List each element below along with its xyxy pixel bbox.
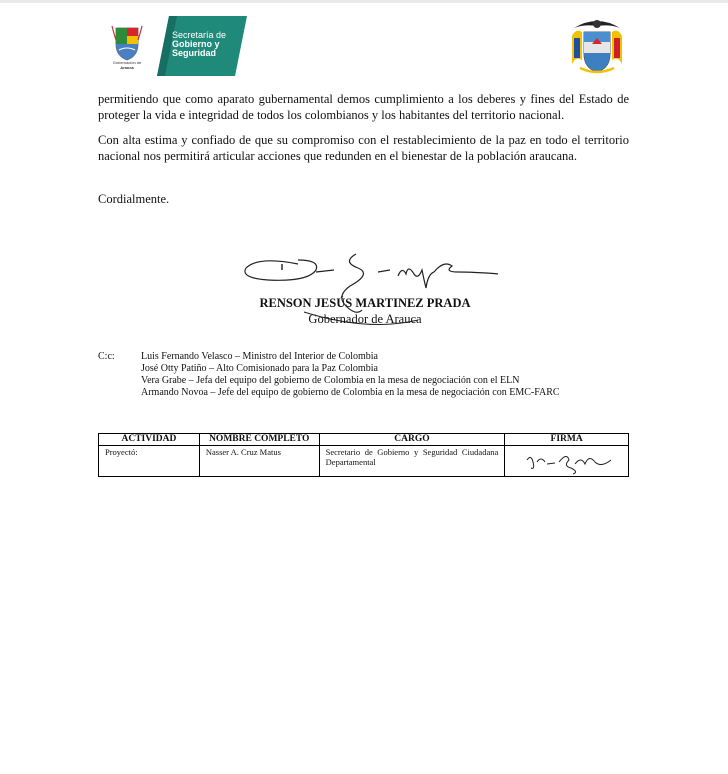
cell-nombre: Nasser A. Cruz Matus	[199, 446, 319, 477]
cc-recipient: Luis Fernando Velasco – Ministro del Interior de Colombia	[141, 351, 378, 362]
secretaria-line1: Secretaría de	[172, 30, 227, 40]
letter-closing: Cordialmente.	[98, 192, 170, 206]
review-table	[98, 433, 629, 477]
secretaria-line3: Seguridad	[172, 48, 217, 58]
header-actividad: ACTIVIDAD	[99, 434, 200, 446]
cc-recipient: Armando Novoa – Jefe del equipo de gobierno de Colombia en la mesa de negociación con EMC-FARC	[141, 387, 560, 398]
letterhead	[0, 0, 728, 90]
crest-caption-line2: Arauca	[120, 65, 134, 70]
cc-label: C:c:	[98, 351, 115, 362]
header-nombre-completo: NOMBRE COMPLETO	[199, 434, 319, 446]
table-row	[99, 446, 629, 477]
secretaria-line2: Gobierno y	[172, 39, 220, 49]
letter-paragraph-2: Con alta estima y confiado de que su compromiso con el restablecimiento de la paz en todo el territorio nacional nos permitirá articular acciones que redunden en el bienestar de la población araucana.	[98, 133, 629, 163]
cell-cargo: Secretario de Gobierno y Seguridad Ciudadana Departamental	[319, 446, 505, 477]
arauca-crest-logo	[110, 24, 144, 74]
review-table-header-row	[99, 434, 629, 446]
colombia-coat-of-arms-icon	[570, 14, 624, 76]
arauca-crest-caption	[106, 60, 148, 70]
reviewer-signature	[523, 446, 613, 476]
cc-recipient: José Otty Patiño – Alto Comisionado para la Paz Colombia	[141, 363, 378, 374]
crest-caption-line1: Gobernación de	[112, 60, 142, 65]
signer-name: RENSON JESÚS MARTINEZ PRADA	[259, 296, 471, 310]
header-cargo: CARGO	[319, 434, 505, 446]
cc-recipient: Vera Grabe – Jefa del equipo del gobierno de Colombia en la mesa de negociación con el ELN	[141, 375, 520, 386]
cell-actividad: Proyectó:	[99, 446, 200, 477]
signer-role: Gobernador de Arauca	[308, 312, 422, 326]
letter-paragraph-1: permitiendo que como aparato gubernamental demos cumplimiento a los deberes y fines del Estado de proteger la vida e integridad de todos los colombianos y los habitantes del territorio nacional.	[98, 92, 629, 122]
cell-firma	[505, 446, 629, 477]
header-firma: FIRMA	[505, 434, 629, 446]
arauca-shield-icon	[110, 24, 144, 62]
cc-recipients-list	[141, 351, 560, 399]
secretaria-logo-text	[172, 31, 244, 58]
